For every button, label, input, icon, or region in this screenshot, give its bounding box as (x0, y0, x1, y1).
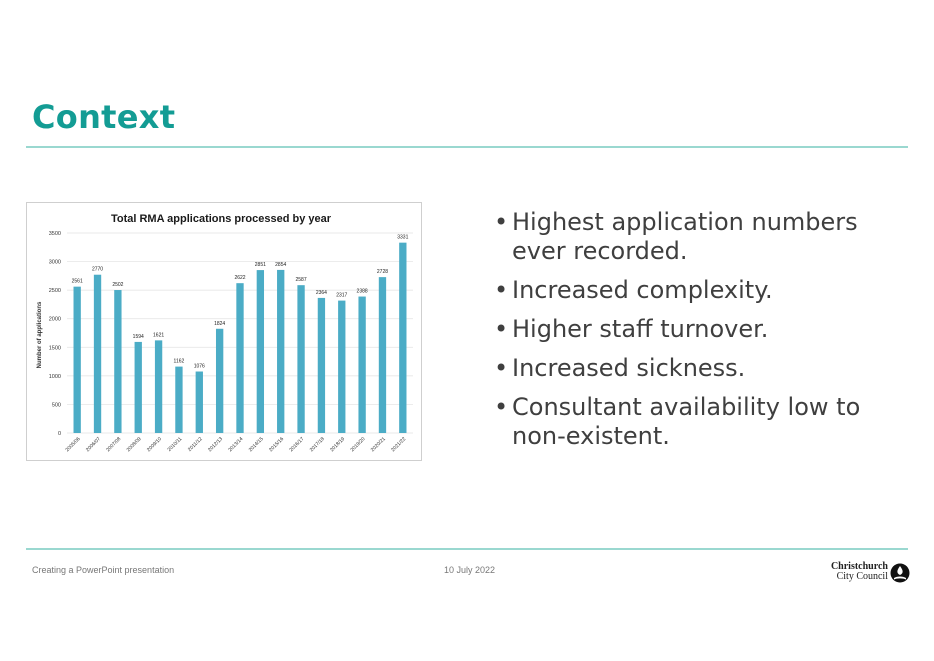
footer-presentation-name: Creating a PowerPoint presentation (32, 565, 175, 575)
bar (74, 287, 81, 433)
title-divider (26, 146, 908, 148)
bar (196, 372, 203, 433)
x-tick-label: 2020/21 (369, 436, 387, 454)
bar (216, 329, 223, 433)
bar (277, 270, 284, 433)
y-tick-label: 3000 (48, 259, 61, 266)
chart-title: Total RMA applications processed by year (110, 213, 332, 225)
bar (399, 243, 406, 433)
bar (94, 275, 101, 433)
x-tick-label: 2009/10 (145, 436, 164, 454)
y-tick-labels (49, 231, 61, 437)
x-tick-label: 2021/22 (390, 436, 408, 454)
x-tick-label: 2017/18 (308, 436, 326, 454)
x-tick-label: 2006/07 (84, 436, 102, 454)
x-tick-label: 2015/16 (268, 436, 286, 454)
y-tick-label: 1000 (48, 373, 61, 380)
council-logo (826, 562, 910, 584)
data-label: 2770 (91, 266, 104, 273)
data-label: 1594 (132, 333, 144, 340)
data-label: 2854 (275, 261, 287, 268)
data-label: 2317 (336, 292, 348, 299)
bullet-item: • Increased complexity. (494, 276, 894, 305)
data-label: 1824 (214, 320, 226, 327)
y-tick-label: 3500 (48, 231, 61, 237)
data-label: 2622 (234, 275, 246, 282)
slide-title: Context (32, 98, 176, 136)
footer-divider (26, 548, 908, 550)
x-tick-labels (65, 436, 408, 453)
bar (175, 367, 182, 433)
data-label: 1162 (173, 358, 185, 365)
data-label: 3331 (397, 234, 409, 241)
bullet-item: • Higher staff turnover. (494, 315, 894, 344)
bar (358, 297, 365, 433)
bullet-item: • Highest application numbers ever recorded. (494, 208, 894, 266)
bullet-item: • Increased sickness. (494, 354, 894, 383)
x-tick-label: 2018/19 (329, 436, 347, 454)
y-tick-label: 1500 (48, 345, 61, 352)
bullet-item: • Consultant availability low to non-existent. (494, 393, 894, 451)
data-label: 2364 (315, 289, 327, 296)
bar (135, 342, 142, 433)
x-tick-label: 2019/20 (349, 436, 367, 454)
x-tick-label: 2008/09 (125, 436, 143, 454)
bar (338, 301, 345, 433)
bullet-list (494, 208, 894, 461)
x-tick-label: 2016/17 (288, 436, 306, 454)
bar (257, 270, 264, 433)
bar-chart (27, 203, 421, 460)
data-label: 2851 (254, 262, 266, 269)
data-label: 2587 (295, 277, 307, 284)
data-label: 1621 (153, 332, 165, 339)
bar (318, 298, 325, 433)
data-label: 2502 (112, 282, 124, 289)
logo-line-1: Christchurch (830, 561, 888, 572)
bar (155, 340, 162, 433)
x-tick-label: 2013/14 (227, 436, 245, 454)
bar (236, 283, 243, 433)
logo-line-2: City Council (836, 571, 888, 582)
data-label: 2728 (376, 269, 389, 276)
data-label: 2561 (71, 278, 83, 285)
bar (297, 285, 304, 433)
footer-date: 10 July 2022 (444, 565, 496, 575)
council-emblem-icon (890, 563, 910, 583)
chart-frame (26, 202, 422, 461)
y-axis-label: Number of applications (37, 301, 43, 369)
x-tick-label: 2010/11 (166, 436, 184, 453)
y-tick-label: 2000 (48, 316, 61, 323)
y-tick-label: 0 (57, 431, 61, 437)
y-tick-label: 2500 (48, 288, 61, 295)
x-tick-label: 2005/06 (64, 436, 82, 454)
x-tick-label: 2014/15 (247, 436, 265, 454)
x-tick-label: 2011/12 (186, 436, 204, 453)
bar (379, 277, 386, 433)
bar (114, 290, 121, 433)
data-label: 1076 (193, 363, 205, 370)
x-tick-label: 2012/13 (207, 436, 225, 454)
x-tick-label: 2007/08 (105, 436, 123, 454)
y-tick-label: 500 (51, 402, 61, 409)
data-label: 2388 (356, 288, 368, 295)
